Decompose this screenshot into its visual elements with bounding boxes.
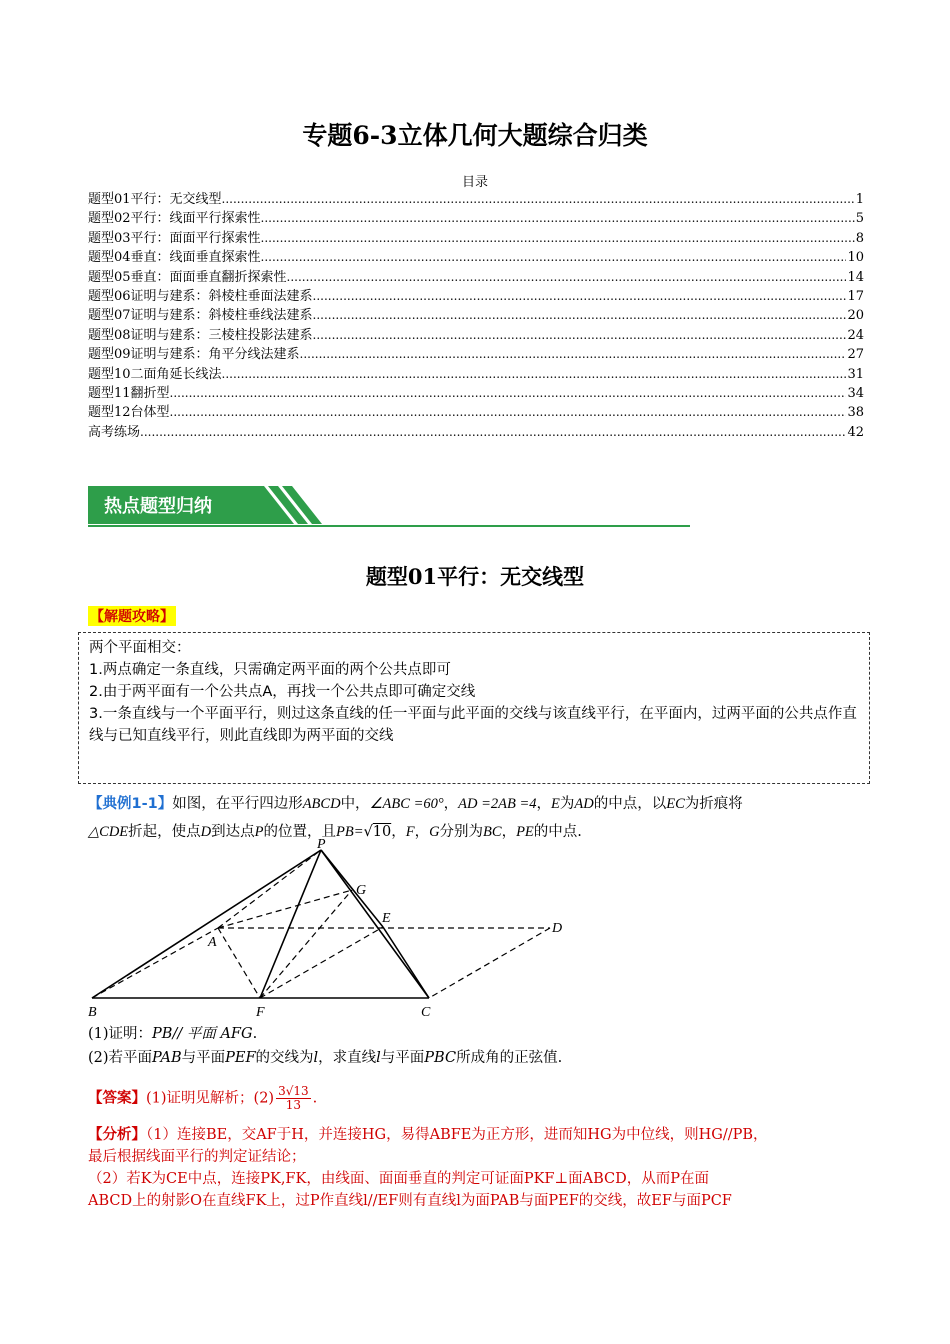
toc-item[interactable]: [88, 190, 864, 209]
toc-item-label: 题型04垂直：线面垂直探索性: [88, 250, 261, 266]
toc-item-page: 14: [847, 269, 864, 285]
edge-FE: [260, 927, 383, 998]
answer-fraction: $\frac{3√13}{13}$: [278, 1084, 309, 1112]
toc-item[interactable]: [88, 423, 864, 442]
toc-item-label: 题型07证明与建系：斜棱柱垂线法建系: [88, 308, 313, 324]
label-C: C: [421, 1005, 431, 1020]
toc-item-label: 题型09证明与建系：角平分线法建系: [88, 347, 300, 363]
toc-item[interactable]: [88, 345, 864, 364]
toc-item-label: 题型02平行：线面平行探索性: [88, 211, 261, 227]
tip-line: 3.一条直线与一个平面平行，则过这条直线的任一平面与此平面的交线与该直线平行，在平面内，过两平面的公共点作直线与已知直线平行，则此直线即为两平面的交线: [89, 706, 857, 744]
toc-heading: 目录: [461, 175, 488, 190]
answer-tag: 【答案】: [88, 1089, 146, 1107]
toc-item-page: 24: [847, 327, 864, 343]
toc-item[interactable]: [88, 209, 864, 228]
toc-item-label: 题型10二面角延长线法: [88, 366, 222, 382]
table-of-contents: [88, 190, 864, 442]
toc-leader-dots: [261, 248, 847, 267]
toc-item-label: 题型01平行：无交线型: [88, 192, 222, 207]
toc-item-page: 27: [847, 347, 864, 363]
example-tag: 【典例1-1】: [88, 796, 173, 812]
edge-AG: [218, 890, 352, 928]
toc-item-page: 31: [847, 366, 864, 382]
toc-leader-dots: [222, 190, 855, 209]
toc-item-page: 20: [847, 308, 864, 324]
toc-item-label: 题型12台体型: [88, 405, 170, 421]
edge-PB: [92, 850, 321, 998]
toc-item[interactable]: [88, 306, 864, 325]
edge-PC: [321, 850, 429, 998]
tip-tag: 【解题攻略】: [88, 606, 176, 626]
toc-item-label: 高考练场: [88, 424, 141, 440]
tip-line: 2.由于两平面有一个公共点A，再找一个公共点即可确定交线: [89, 684, 476, 700]
label-D: D: [552, 921, 563, 936]
toc-item[interactable]: [88, 268, 864, 287]
toc-item-page: 17: [847, 288, 864, 304]
toc-leader-dots: [313, 306, 847, 325]
tip-line: 两个平面相交：: [89, 640, 191, 656]
toc-item-label: 题型05垂直：面面垂直翻折探索性: [88, 269, 287, 285]
tip-line: 1.两点确定一条直线，只需确定两平面的两个公共点即可: [89, 662, 451, 678]
label-B: B: [88, 1005, 97, 1020]
analysis-tag: 【分析】: [88, 1126, 146, 1143]
banner-underline: [88, 525, 690, 527]
toc-leader-dots: [313, 287, 847, 306]
edge-PF: [260, 850, 321, 998]
toc-item-page: 8: [855, 230, 864, 246]
toc-leader-dots: [313, 326, 847, 345]
edge-PE: [321, 850, 383, 927]
label-P: P: [317, 837, 326, 852]
question-parts: [88, 1022, 868, 1070]
toc-leader-dots: [170, 384, 847, 403]
geometry-figure: [88, 836, 588, 1026]
part-1: (1)证明：PB// 平面 AFG.: [88, 1026, 258, 1042]
section-banner: [88, 484, 690, 528]
banner-text: 热点题型归纳: [104, 496, 212, 517]
toc-item-page: 34: [847, 385, 864, 401]
edge-FG: [260, 890, 352, 998]
toc-leader-dots: [170, 403, 847, 422]
example-problem: 【典例1-1】如图，在平行四边形ABCD中，∠ABC =60°，AD =2AB =4，E为AD的中点，以EC为折痕将 △CDE折起，使点D到达点P的位置，且PB=√10，F，G分别为BC，PE的中点.: [88, 796, 743, 840]
toc-item-label: 题型06证明与建系：斜棱柱垂面法建系: [88, 288, 313, 304]
toc-item[interactable]: [88, 287, 864, 306]
toc-leader-dots: [140, 423, 846, 442]
toc-leader-dots: [287, 268, 847, 287]
toc-item-label: 题型08证明与建系：三棱柱投影法建系: [88, 327, 313, 343]
toc-item[interactable]: [88, 403, 864, 422]
edge-AF: [218, 928, 260, 998]
answer: 【答案】(1)证明见解析；(2) $\frac{3√13}{13}$ .: [88, 1084, 318, 1112]
label-G: G: [356, 883, 367, 898]
toc-leader-dots: [261, 229, 855, 248]
toc-item-page: 1: [855, 192, 864, 207]
edge-DC: [429, 928, 550, 998]
toc-item-label: 题型03平行：面面平行探索性: [88, 230, 261, 246]
toc-item[interactable]: [88, 326, 864, 345]
tip-box: [78, 632, 870, 784]
edge-EC: [383, 927, 429, 998]
toc-item[interactable]: [88, 384, 864, 403]
section-title: 题型01平行：无交线型: [365, 564, 585, 589]
toc-leader-dots: [261, 209, 855, 228]
label-E: E: [382, 911, 391, 926]
part-2: (2)若平面PAB与平面PEF的交线为l，求直线l与平面PBC所成角的正弦值.: [88, 1050, 563, 1066]
toc-leader-dots: [300, 345, 847, 364]
analysis: 【分析】（1）连接BE，交AF于H，并连接HG，易得ABFE为正方形，进而知HG为中位线，则HG//PB， 最后根据线面平行的判定证结论； （2）若K为CE中点，连接PK,FK，由线面、面面垂直的判定可证面PKF⊥面ABCD，从而P在面 ABCD上的射影O在直线FK上，过P作直线l//EF则有直线l为面PAB与面PEF的交线，故EF与面PCF: [88, 1126, 768, 1209]
toc-item-page: 10: [847, 250, 864, 266]
document-title: 专题6-3立体几何大题综合归类: [302, 121, 648, 150]
toc-leader-dots: [222, 365, 847, 384]
label-A: A: [208, 935, 217, 950]
toc-item[interactable]: [88, 365, 864, 384]
edge-BA: [92, 928, 218, 998]
toc-item-page: 38: [847, 405, 864, 421]
toc-item[interactable]: [88, 229, 864, 248]
toc-item-page: 42: [847, 424, 864, 440]
toc-item-label: 题型11翻折型: [88, 385, 170, 401]
toc-item-page: 5: [855, 211, 864, 227]
label-F: F: [256, 1005, 265, 1020]
toc-item[interactable]: [88, 248, 864, 267]
